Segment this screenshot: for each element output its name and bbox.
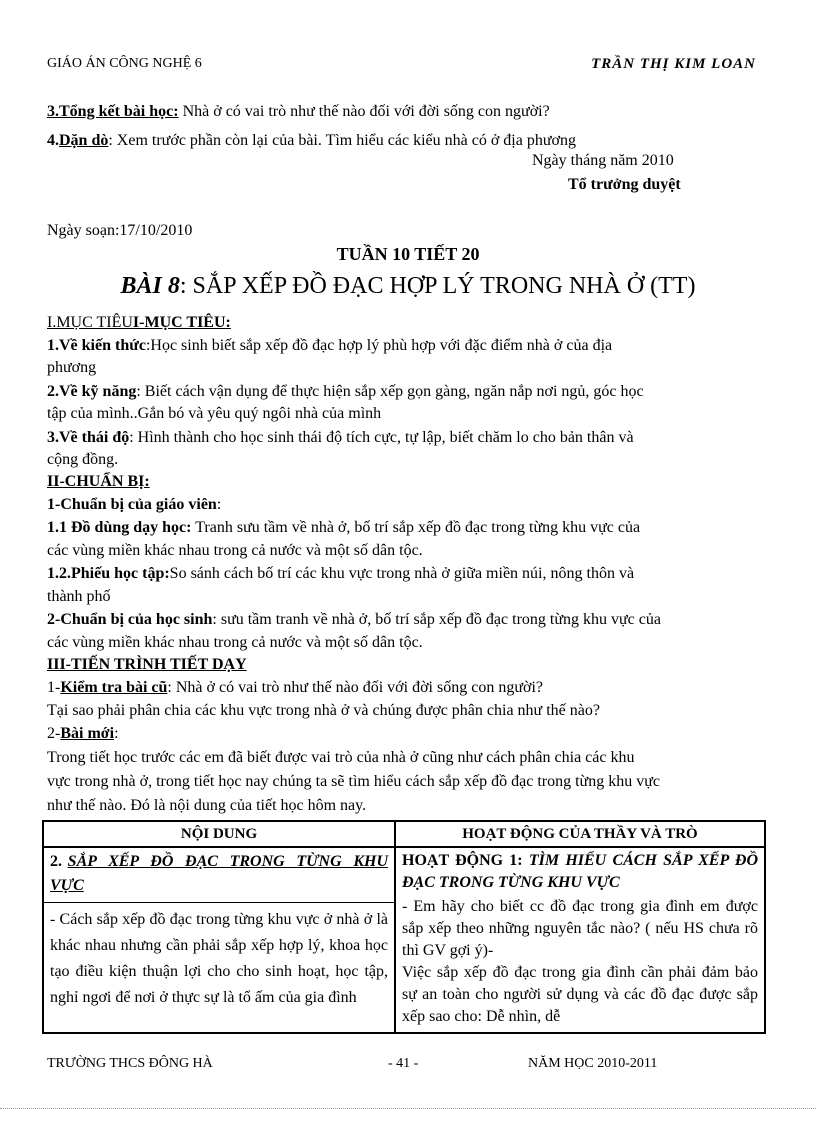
new-num: 2- xyxy=(47,725,61,742)
attitude-line-2: cộng đồng. xyxy=(47,451,119,468)
tools-label: 1.1 Đồ dùng dạy học: xyxy=(47,519,192,536)
teacher-prep-colon: : xyxy=(216,496,222,513)
objectives-heading-c: : xyxy=(225,314,231,331)
student-prep-text-1: : sưu tầm tranh về nhà ở, bố trí sắp xếp đồ đạc trong từng khu vực của xyxy=(212,611,661,628)
approval: Tổ trưởng duyệt xyxy=(568,176,681,193)
tools-line-1 xyxy=(47,517,767,539)
knowledge-text-1: :Học sinh biết sắp xếp đồ đạc hợp lý phù hợp với đặc điểm nhà ở của địa xyxy=(145,337,613,354)
objectives-heading xyxy=(47,312,767,334)
right-act: HOẠT ĐỘNG 1: xyxy=(402,852,529,869)
objectives-heading-a: I.MỤC TIÊU xyxy=(47,314,133,331)
teacher-prep-line xyxy=(47,494,767,516)
homework-text: : Xem trước phần còn lại của bài. Tìm hiểu các kiểu nhà có ở địa phương xyxy=(108,132,576,149)
right-body-1: - Em hãy cho biết cc đồ đạc trong gia đình em được sắp xếp theo những nguyên tắc nào? ( nếu HS chưa rõ thì GV gợi ý)- xyxy=(402,898,758,959)
content-cell xyxy=(43,847,395,1033)
new-lesson-line xyxy=(47,723,767,745)
date-line: Ngày tháng năm 2010 xyxy=(532,152,674,169)
left-body: - Cách sắp xếp đồ đạc trong từng khu vực ở nhà ở là khác nhau nhưng cần phải sắp xếp hợp lý, khoa học tạo điều kiện thuận lợi cho cho sinh hoạt, học tập, nghỉ ngơi để nơi ở thực sự là tổ ấm của gia đình xyxy=(44,902,394,1011)
activity-cell xyxy=(395,847,765,1033)
header-right: TRẦN THỊ KIM LOAN xyxy=(591,56,756,72)
homework-line xyxy=(47,130,767,152)
left-title-block xyxy=(50,850,388,898)
knowledge-label: 1.Về kiến thức xyxy=(47,337,146,354)
lesson-title-italic: BÀI 8 xyxy=(120,273,180,299)
right-title-block xyxy=(402,850,758,894)
worksheet-line-2: thành phố xyxy=(47,588,111,605)
homework-num: 4. xyxy=(47,132,59,149)
student-prep-label: 2-Chuẩn bị của học sinh xyxy=(47,611,213,628)
check-text: : Nhà ở có vai trò như thế nào đối với đời sống con người? xyxy=(167,679,543,696)
check-label: Kiểm tra bài cũ xyxy=(60,679,168,696)
knowledge-line-2: phương xyxy=(47,359,97,376)
process-heading: III-TIẾN TRÌNH TIẾT DẠY xyxy=(47,656,247,673)
summary-label: 3.Tổng kết bài học: xyxy=(47,103,179,120)
right-body-2: Việc sắp xếp đồ đạc trong gia đình cần phải đảm bảo sự an toàn cho người sử dụng và các đồ đạc được sắp xếp sao cho: Dễ nhìn, dễ xyxy=(402,964,758,1025)
footer-school: TRƯỜNG THCS ĐÔNG HÀ xyxy=(47,1056,213,1071)
footer-page: - 41 - xyxy=(388,1056,419,1071)
bottom-rule xyxy=(0,1108,816,1109)
check-line-2: Tại sao phải phân chia các khu vực trong nhà ở và chúng được phân chia như thế nào? xyxy=(47,702,600,719)
lesson-table xyxy=(42,820,766,1034)
tools-line-2: các vùng miền khác nhau trong cả nước và một số dân tộc. xyxy=(47,542,423,559)
worksheet-line-1 xyxy=(47,563,767,585)
week-title: TUẦN 10 TIẾT 20 xyxy=(336,244,480,264)
tools-text-1: Tranh sưu tầm về nhà ở, bố trí sắp xếp đồ đạc trong từng khu vực của xyxy=(191,519,641,536)
new-colon: : xyxy=(114,725,119,742)
intro-line-2: vực trong nhà ở, trong tiết học nay chúng ta sẽ tìm hiểu cách sắp xếp đồ đạc trong từng khu vực xyxy=(47,773,660,790)
knowledge-line-1 xyxy=(47,335,767,357)
footer-year: NĂM HỌC 2010-2011 xyxy=(528,1056,658,1071)
prep-heading: II-CHUẨN BỊ: xyxy=(47,473,150,490)
summary-line xyxy=(47,101,767,123)
worksheet-label: 1.2.Phiếu học tập: xyxy=(47,565,170,582)
check-num: 1- xyxy=(47,679,61,696)
skill-label: 2.Về kỹ năng xyxy=(47,383,137,400)
intro-line-3: như thế nào. Đó là nội dung của tiết học hôm nay. xyxy=(47,797,367,814)
summary-text: Nhà ở có vai trò như thế nào đối với đời sống con người? xyxy=(178,103,550,120)
homework-label: Dặn dò xyxy=(59,132,109,149)
attitude-text-1: : Hình thành cho học sinh thái độ tích cực, tự lập, biết chăm lo cho bản thân và xyxy=(129,429,634,446)
lesson-title xyxy=(0,273,816,300)
student-prep-line-2: các vùng miền khác nhau trong cả nước và một số dân tộc. xyxy=(47,634,423,651)
intro-line-1: Trong tiết học trước các em đã biết được vai trò của nhà ở cũng như cách phân chia các khu xyxy=(47,749,635,766)
left-title: SẮP XẾP ĐỒ ĐẠC TRONG TỪNG KHU VỰC xyxy=(50,853,389,894)
right-title: TÌM HIỂU CÁCH SẮP XẾP ĐỒ ĐẠC TRONG TỪNG KHU VỰC xyxy=(402,852,758,891)
attitude-line-1 xyxy=(47,427,767,449)
col1-header: NỘI DUNG xyxy=(43,821,395,847)
prep-date: Ngày soạn:17/10/2010 xyxy=(47,222,193,239)
student-prep-line-1 xyxy=(47,609,767,631)
objectives-heading-b: I-MỤC TIÊU xyxy=(132,314,226,331)
skill-text-1: : Biết cách vận dụng để thực hiện sắp xếp gọn gàng, ngăn nắp nơi ngủ, góc học xyxy=(136,383,644,400)
header-left: GIÁO ÁN CÔNG NGHỆ 6 xyxy=(47,56,202,71)
new-label: Bài mới xyxy=(60,725,115,742)
lesson-title-rest: : SẮP XẾP ĐỒ ĐẠC HỢP LÝ TRONG NHÀ Ở (TT) xyxy=(179,273,696,299)
skill-line-2: tập của mình..Gắn bó và yêu quý ngôi nhà của mình xyxy=(47,405,382,422)
worksheet-text-1: So sánh cách bố trí các khu vực trong nhà ở giữa miền núi, nông thôn và xyxy=(169,565,635,582)
skill-line-1 xyxy=(47,381,767,403)
attitude-label: 3.Về thái độ xyxy=(47,429,130,446)
teacher-prep-label: 1-Chuẩn bị của giáo viên xyxy=(47,496,217,513)
left-num: 2. xyxy=(50,853,68,870)
col2-header: HOẠT ĐỘNG CỦA THẦY VÀ TRÒ xyxy=(395,821,765,847)
check-line xyxy=(47,677,767,699)
